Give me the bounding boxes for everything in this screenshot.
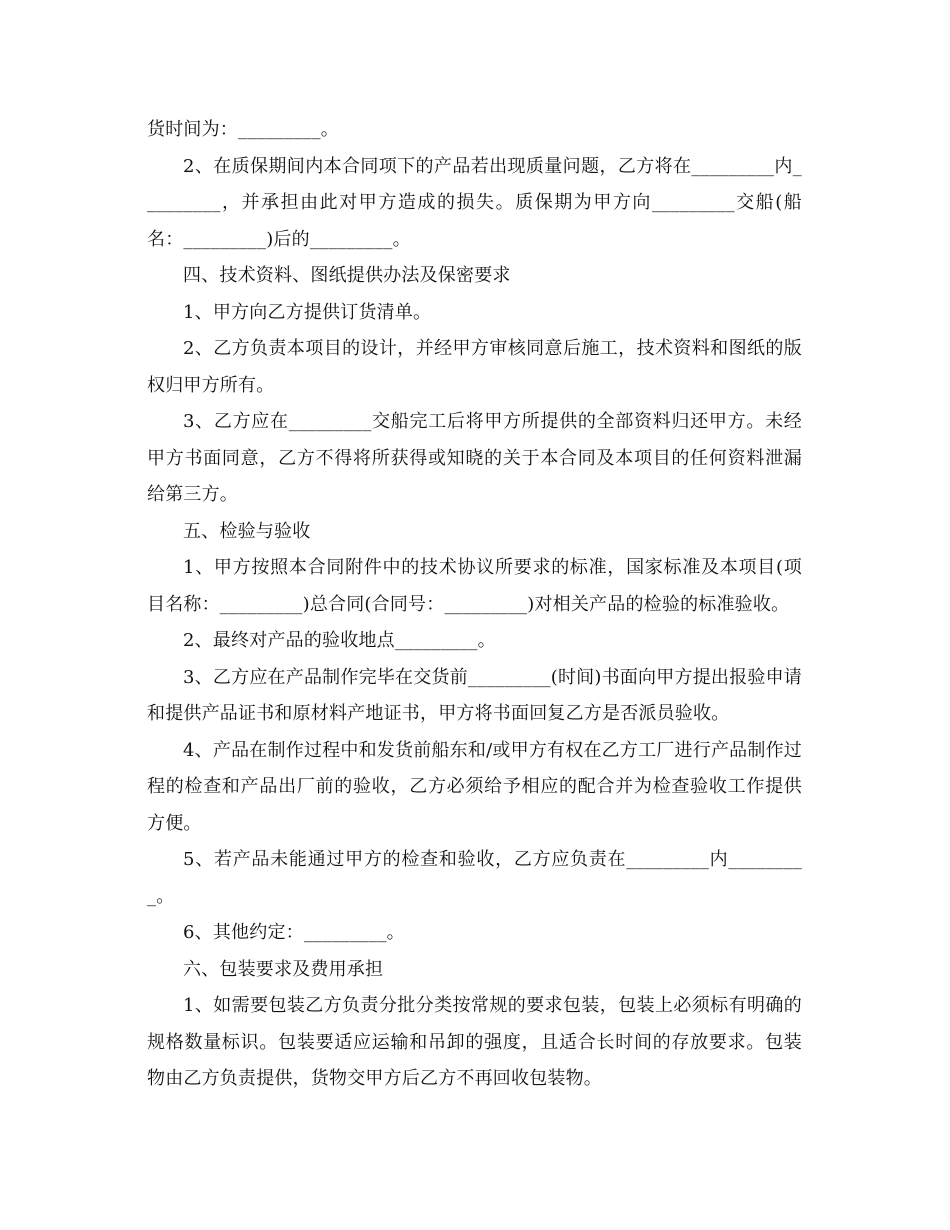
paragraph-failed-inspection: 5、若产品未能通过甲方的检查和验收，乙方应负责在_________内_________。 <box>147 849 802 907</box>
paragraph-order-list: 1、甲方向乙方提供订货清单。 <box>183 301 432 323</box>
paragraph-process-inspection: 4、产品在制作过程中和发货前船东和/或甲方有权在乙方工厂进行产品制作过程的检查和产品出厂前的验收，乙方必须给予相应的配合并为检查验收工作提供方便。 <box>147 739 802 834</box>
paragraph-inspection-request: 3、乙方应在产品制作完毕在交货前_________(时间)书面向甲方提出报验申请和提供产品证书和原材料产地证书，甲方将书面回复乙方是否派员验收。 <box>147 666 802 724</box>
paragraph-acceptance-location: 2、最终对产品的验收地点_________。 <box>183 630 496 651</box>
section-heading-technical-data: 四、技术资料、图纸提供办法及保密要求 <box>183 265 511 286</box>
section-heading-inspection: 五、检验与验收 <box>183 520 311 542</box>
paragraph-delivery-time: 货时间为：_________。 <box>147 119 339 140</box>
paragraph-warranty: 2、在质保期间内本合同项下的产品若出现质量问题，乙方将在_________内_________，并承担由此对甲方造成的损失。质保期为甲方向_________交船(船名：_________)后的_________。 <box>147 155 802 250</box>
paragraph-confidentiality: 3、乙方应在_________交船完工后将甲方所提供的全部资料归还甲方。未经甲方书面同意，乙方不得将所获得或知晓的关于本合同及本项目的任何资料泄漏给第三方。 <box>147 411 802 505</box>
paragraph-other-terms: 6、其他约定：_________。 <box>183 922 405 943</box>
contract-body <box>147 112 802 1098</box>
paragraph-packaging: 1、如需要包装乙方负责分批分类按常规的要求包装，包装上必须标有明确的规格数量标识。包装要适应运输和吊卸的强度，且适合长时间的存放要求。包装物由乙方负责提供，货物交甲方后乙方不再回收包装物。 <box>147 995 802 1089</box>
section-heading-packaging: 六、包装要求及费用承担 <box>183 958 384 980</box>
paragraph-design-copyright: 2、乙方负责本项目的设计，并经甲方审核同意后施工，技术资料和图纸的版权归甲方所有。 <box>147 338 802 396</box>
paragraph-inspection-standard: 1、甲方按照本合同附件中的技术协议所要求的标准，国家标准及本项目(项目名称：_________)总合同(合同号：_________)对相关产品的检验的标准验收。 <box>147 557 802 615</box>
